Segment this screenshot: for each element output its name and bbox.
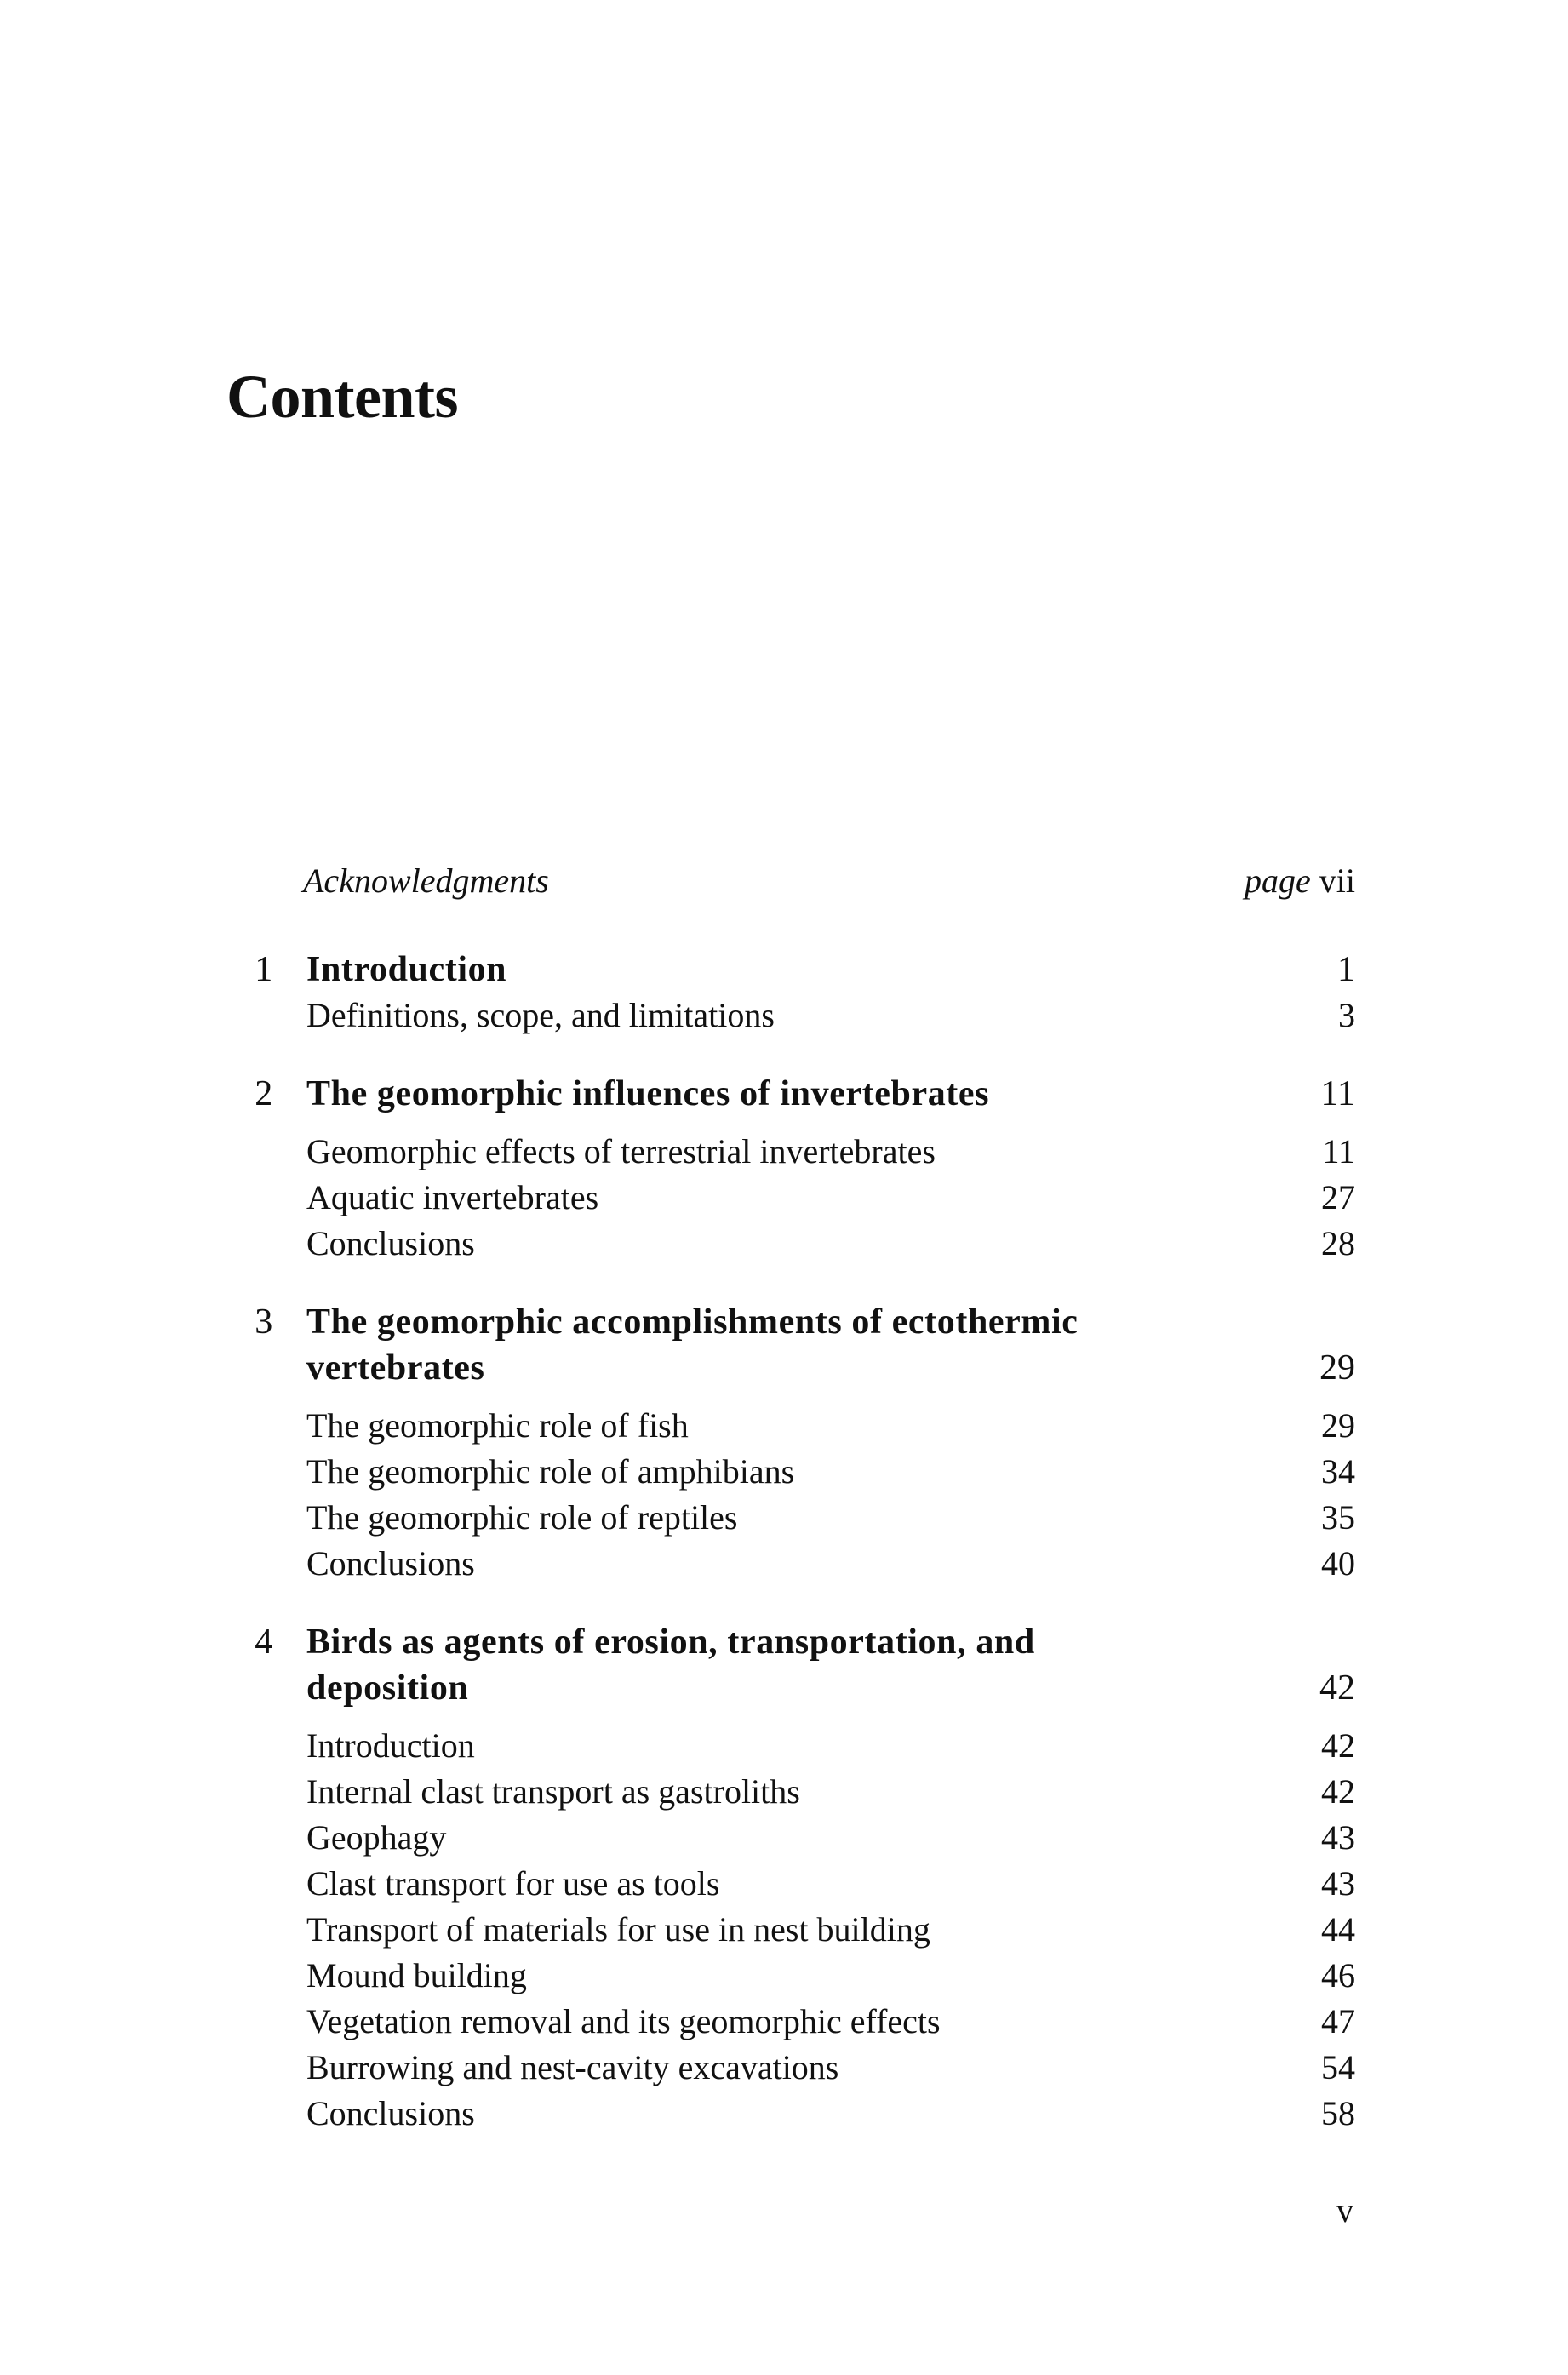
chapter-4 <box>247 1619 1355 2137</box>
chapter-number: 2 <box>255 1074 273 1113</box>
section-entry[interactable] <box>306 2091 1355 2137</box>
section-title: Geophagy <box>306 1818 447 1857</box>
section-page-number: 29 <box>1321 1406 1355 1445</box>
section-entry[interactable] <box>306 1221 1355 1267</box>
section-title: Burrowing and nest-cavity excavations <box>306 2048 839 2086</box>
section-entry[interactable] <box>306 1953 1355 1999</box>
section-entry[interactable] <box>306 1449 1355 1495</box>
section-title: Conclusions <box>306 1544 475 1582</box>
toc-entry-acknowledgments[interactable] <box>303 858 1355 904</box>
section-page-number: 11 <box>1322 1132 1355 1170</box>
chapter-page-number: 1 <box>1337 950 1355 989</box>
chapter-number: 4 <box>255 1622 273 1662</box>
section-page-number: 47 <box>1321 2002 1355 2040</box>
chapter-title: Birds as agents of erosion, transportation, and deposition <box>306 1622 1035 1708</box>
chapter-title: Introduction <box>306 950 507 989</box>
acknowledgments-page-number: vii <box>1319 861 1355 900</box>
section-title: Mound building <box>306 1956 527 1994</box>
acknowledgments-page <box>1245 858 1355 904</box>
table-of-contents <box>247 947 1355 2169</box>
section-entry[interactable] <box>306 1815 1355 1861</box>
chapter-heading[interactable] <box>247 1619 1355 1711</box>
section-title: Definitions, scope, and limitations <box>306 996 775 1034</box>
section-title: Clast transport for use as tools <box>306 1864 720 1903</box>
section-page-number: 42 <box>1321 1772 1355 1811</box>
section-list <box>247 1403 1355 1587</box>
section-page-number: 42 <box>1321 1726 1355 1765</box>
section-title: Geomorphic effects of terrestrial invertebrates <box>306 1132 936 1170</box>
section-title: Conclusions <box>306 2094 475 2132</box>
chapter-heading[interactable] <box>247 1071 1355 1117</box>
section-title: Introduction <box>306 1726 475 1765</box>
section-page-number: 44 <box>1321 1910 1355 1949</box>
section-entry[interactable] <box>306 1403 1355 1449</box>
section-page-number: 27 <box>1321 1178 1355 1216</box>
folio-page-number: v <box>1336 2191 1353 2229</box>
section-title: Aquatic invertebrates <box>306 1178 599 1216</box>
section-page-number: 34 <box>1321 1452 1355 1491</box>
section-entry[interactable] <box>306 1495 1355 1541</box>
page-title: Contents <box>226 363 459 431</box>
section-entry[interactable] <box>306 2045 1355 2091</box>
section-title: The geomorphic role of reptiles <box>306 1498 738 1537</box>
section-page-number: 28 <box>1321 1224 1355 1262</box>
chapter-2 <box>247 1071 1355 1267</box>
section-title: Conclusions <box>306 1224 475 1262</box>
section-page-number: 43 <box>1321 1818 1355 1857</box>
chapter-heading[interactable] <box>247 947 1355 993</box>
section-title: The geomorphic role of fish <box>306 1406 689 1445</box>
chapter-number: 1 <box>255 950 273 989</box>
section-page-number: 40 <box>1321 1544 1355 1582</box>
section-list <box>247 1723 1355 2137</box>
section-entry[interactable] <box>306 993 1355 1039</box>
section-title: Transport of materials for use in nest building <box>306 1910 930 1949</box>
section-entry[interactable] <box>306 1769 1355 1815</box>
section-title: Vegetation removal and its geomorphic effects <box>306 2002 941 2040</box>
section-page-number: 46 <box>1321 1956 1355 1994</box>
acknowledgments-label: Acknowledgments <box>303 861 549 900</box>
section-list <box>247 1129 1355 1267</box>
section-title: Internal clast transport as gastroliths <box>306 1772 800 1811</box>
chapter-title: The geomorphic influences of invertebrates <box>306 1074 990 1113</box>
section-page-number: 43 <box>1321 1864 1355 1903</box>
page-prefix: page <box>1245 861 1311 900</box>
chapter-1 <box>247 947 1355 1039</box>
section-entry[interactable] <box>306 1129 1355 1175</box>
section-page-number: 58 <box>1321 2094 1355 2132</box>
chapter-3 <box>247 1299 1355 1587</box>
section-list <box>247 993 1355 1039</box>
section-entry[interactable] <box>306 1175 1355 1221</box>
section-entry[interactable] <box>306 1907 1355 1953</box>
chapter-number: 3 <box>255 1302 273 1342</box>
section-page-number: 3 <box>1338 996 1355 1034</box>
section-entry[interactable] <box>306 1861 1355 1907</box>
section-page-number: 35 <box>1321 1498 1355 1537</box>
section-entry[interactable] <box>306 1541 1355 1587</box>
chapter-heading[interactable] <box>247 1299 1355 1391</box>
chapter-title: The geomorphic accomplishments of ectothermic vertebrates <box>306 1302 1079 1388</box>
section-entry[interactable] <box>306 1999 1355 2045</box>
chapter-page-number: 29 <box>1319 1348 1355 1388</box>
chapter-page-number: 11 <box>1320 1074 1355 1113</box>
chapter-page-number: 42 <box>1319 1668 1355 1708</box>
section-title: The geomorphic role of amphibians <box>306 1452 795 1491</box>
section-page-number: 54 <box>1321 2048 1355 2086</box>
section-entry[interactable] <box>306 1723 1355 1769</box>
